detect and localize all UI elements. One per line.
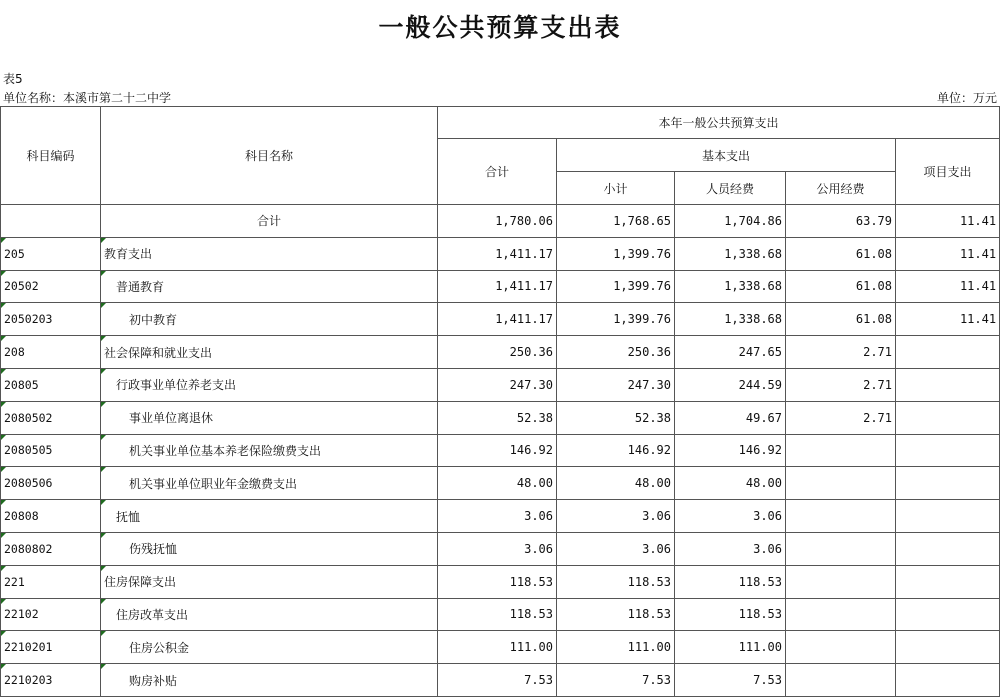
cell-marker-icon bbox=[1, 500, 6, 505]
cell-personnel: 146.92 bbox=[675, 434, 786, 467]
table-number: 表5 bbox=[3, 72, 23, 86]
cell-name bbox=[101, 631, 438, 664]
cell-marker-icon bbox=[1, 336, 6, 341]
cell-code bbox=[1, 664, 101, 697]
cell-code bbox=[1, 303, 101, 336]
cell-marker-icon bbox=[1, 533, 6, 538]
table-row bbox=[1, 598, 1000, 631]
cell-marker-icon bbox=[101, 435, 106, 440]
cell-project bbox=[896, 565, 1000, 598]
cell-name-text: 住房改革支出 bbox=[116, 607, 189, 622]
cell-name-text: 购房补贴 bbox=[129, 673, 178, 688]
cell-public: 61.08 bbox=[786, 303, 896, 336]
cell-code-text: 2080502 bbox=[4, 410, 53, 425]
header-basic: 基本支出 bbox=[557, 139, 896, 172]
cell-project bbox=[896, 467, 1000, 500]
cell-marker-icon bbox=[101, 271, 106, 276]
cell-personnel: 247.65 bbox=[675, 336, 786, 369]
table-row bbox=[1, 565, 1000, 598]
cell-project bbox=[896, 336, 1000, 369]
cell-name bbox=[101, 664, 438, 697]
cell-subtotal: 1,399.76 bbox=[557, 303, 675, 336]
table-row bbox=[1, 467, 1000, 500]
cell-total: 52.38 bbox=[438, 401, 557, 434]
cell-code bbox=[1, 500, 101, 533]
table-row bbox=[1, 532, 1000, 565]
header-group: 本年一般公共预算支出 bbox=[438, 107, 1000, 139]
cell-name bbox=[101, 401, 438, 434]
header-total: 合计 bbox=[438, 139, 557, 205]
cell-personnel: 1,338.68 bbox=[675, 270, 786, 303]
cell-marker-icon bbox=[101, 238, 106, 243]
cell-code-text: 2080506 bbox=[4, 476, 53, 491]
cell-name bbox=[101, 303, 438, 336]
cell-public bbox=[786, 598, 896, 631]
cell-marker-icon bbox=[1, 402, 6, 407]
cell-name-text: 机关事业单位职业年金缴费支出 bbox=[129, 476, 298, 491]
cell-total: 118.53 bbox=[438, 565, 557, 598]
header-code: 科目编码 bbox=[1, 107, 101, 205]
table-row bbox=[1, 205, 1000, 238]
cell-marker-icon bbox=[1, 303, 6, 308]
cell-personnel: 3.06 bbox=[675, 500, 786, 533]
cell-name: 合计 bbox=[101, 205, 438, 238]
table-row bbox=[1, 336, 1000, 369]
header-personnel: 人员经费 bbox=[675, 172, 786, 205]
cell-name bbox=[101, 270, 438, 303]
cell-project bbox=[896, 434, 1000, 467]
budget-table bbox=[0, 106, 1000, 697]
cell-code-text: 2210203 bbox=[4, 673, 53, 688]
header-subtotal: 小计 bbox=[557, 172, 675, 205]
cell-name-text: 住房保障支出 bbox=[104, 575, 177, 590]
cell-total: 48.00 bbox=[438, 467, 557, 500]
cell-code bbox=[1, 598, 101, 631]
header-name: 科目名称 bbox=[101, 107, 438, 205]
cell-project bbox=[896, 532, 1000, 565]
cell-subtotal: 111.00 bbox=[557, 631, 675, 664]
cell-marker-icon bbox=[1, 435, 6, 440]
cell-name bbox=[101, 237, 438, 270]
cell-marker-icon bbox=[1, 664, 6, 669]
unit-label: 单位：万元 bbox=[936, 91, 997, 105]
cell-public: 2.71 bbox=[786, 368, 896, 401]
cell-personnel: 244.59 bbox=[675, 368, 786, 401]
cell-marker-icon bbox=[101, 500, 106, 505]
table-row bbox=[1, 401, 1000, 434]
cell-project bbox=[896, 598, 1000, 631]
cell-personnel: 118.53 bbox=[675, 565, 786, 598]
cell-project bbox=[896, 500, 1000, 533]
cell-code-text: 205 bbox=[4, 246, 25, 261]
cell-marker-icon bbox=[101, 566, 106, 571]
cell-marker-icon bbox=[1, 566, 6, 571]
cell-total: 1,780.06 bbox=[438, 205, 557, 238]
cell-name-text: 教育支出 bbox=[104, 247, 153, 262]
cell-total: 247.30 bbox=[438, 368, 557, 401]
cell-personnel: 111.00 bbox=[675, 631, 786, 664]
cell-name-text: 住房公积金 bbox=[129, 640, 190, 655]
cell-code-text: 2080505 bbox=[4, 443, 53, 458]
cell-public: 2.71 bbox=[786, 336, 896, 369]
cell-code bbox=[1, 336, 101, 369]
cell-total: 3.06 bbox=[438, 532, 557, 565]
table-row bbox=[1, 434, 1000, 467]
cell-personnel: 48.00 bbox=[675, 467, 786, 500]
cell-name bbox=[101, 368, 438, 401]
cell-name-text: 社会保障和就业支出 bbox=[104, 345, 213, 360]
table-row bbox=[1, 237, 1000, 270]
cell-public bbox=[786, 631, 896, 664]
cell-marker-icon bbox=[101, 303, 106, 308]
cell-code bbox=[1, 368, 101, 401]
cell-name-text: 抚恤 bbox=[116, 509, 141, 524]
cell-public bbox=[786, 532, 896, 565]
unit-name: 单位名称：本溪市第二十二中学 bbox=[3, 91, 172, 105]
cell-name bbox=[101, 565, 438, 598]
cell-code bbox=[1, 205, 101, 238]
page-title: 一般公共预算支出表 bbox=[378, 13, 622, 42]
cell-subtotal: 146.92 bbox=[557, 434, 675, 467]
table-row bbox=[1, 631, 1000, 664]
cell-marker-icon bbox=[101, 664, 106, 669]
cell-subtotal: 1,399.76 bbox=[557, 270, 675, 303]
cell-code bbox=[1, 565, 101, 598]
cell-code-text: 2050203 bbox=[4, 312, 53, 327]
cell-project bbox=[896, 631, 1000, 664]
cell-public: 63.79 bbox=[786, 205, 896, 238]
cell-total: 118.53 bbox=[438, 598, 557, 631]
cell-personnel: 1,338.68 bbox=[675, 303, 786, 336]
cell-personnel: 118.53 bbox=[675, 598, 786, 631]
cell-subtotal: 52.38 bbox=[557, 401, 675, 434]
cell-code bbox=[1, 434, 101, 467]
cell-marker-icon bbox=[101, 533, 106, 538]
cell-subtotal: 247.30 bbox=[557, 368, 675, 401]
cell-total: 1,411.17 bbox=[438, 303, 557, 336]
cell-total: 146.92 bbox=[438, 434, 557, 467]
cell-name bbox=[101, 336, 438, 369]
cell-marker-icon bbox=[1, 271, 6, 276]
cell-public: 2.71 bbox=[786, 401, 896, 434]
cell-project: 11.41 bbox=[896, 270, 1000, 303]
cell-marker-icon bbox=[101, 369, 106, 374]
cell-code bbox=[1, 467, 101, 500]
cell-name bbox=[101, 467, 438, 500]
cell-marker-icon bbox=[1, 238, 6, 243]
cell-code-text: 20808 bbox=[4, 509, 39, 524]
cell-marker-icon bbox=[101, 402, 106, 407]
header-project: 项目支出 bbox=[896, 139, 1000, 205]
cell-public bbox=[786, 500, 896, 533]
cell-code bbox=[1, 532, 101, 565]
cell-marker-icon bbox=[101, 336, 106, 341]
cell-public bbox=[786, 434, 896, 467]
cell-project bbox=[896, 664, 1000, 697]
cell-marker-icon bbox=[101, 467, 106, 472]
cell-total: 1,411.17 bbox=[438, 237, 557, 270]
cell-name-text: 行政事业单位养老支出 bbox=[116, 378, 237, 393]
header-public: 公用经费 bbox=[786, 172, 896, 205]
cell-code-text: 221 bbox=[4, 574, 25, 589]
cell-subtotal: 7.53 bbox=[557, 664, 675, 697]
cell-marker-icon bbox=[101, 599, 106, 604]
cell-project: 11.41 bbox=[896, 303, 1000, 336]
cell-code-text: 2210201 bbox=[4, 640, 53, 655]
cell-project bbox=[896, 368, 1000, 401]
cell-name-text: 初中教育 bbox=[129, 312, 178, 327]
cell-code bbox=[1, 631, 101, 664]
cell-marker-icon bbox=[1, 467, 6, 472]
cell-name-text: 事业单位离退休 bbox=[129, 411, 214, 426]
cell-marker-icon bbox=[1, 631, 6, 636]
cell-project: 11.41 bbox=[896, 237, 1000, 270]
table-row bbox=[1, 500, 1000, 533]
cell-code bbox=[1, 401, 101, 434]
cell-name-text: 普通教育 bbox=[116, 279, 165, 294]
cell-code-text: 22102 bbox=[4, 607, 39, 622]
cell-name bbox=[101, 598, 438, 631]
table-row bbox=[1, 303, 1000, 336]
cell-personnel: 3.06 bbox=[675, 532, 786, 565]
cell-public: 61.08 bbox=[786, 237, 896, 270]
cell-subtotal: 118.53 bbox=[557, 598, 675, 631]
cell-subtotal: 1,768.65 bbox=[557, 205, 675, 238]
cell-personnel: 7.53 bbox=[675, 664, 786, 697]
cell-total: 3.06 bbox=[438, 500, 557, 533]
table-row bbox=[1, 368, 1000, 401]
cell-subtotal: 118.53 bbox=[557, 565, 675, 598]
cell-marker-icon bbox=[1, 369, 6, 374]
table-row bbox=[1, 664, 1000, 697]
cell-personnel: 1,704.86 bbox=[675, 205, 786, 238]
cell-marker-icon bbox=[101, 631, 106, 636]
cell-code-text: 20502 bbox=[4, 279, 39, 294]
cell-subtotal: 3.06 bbox=[557, 532, 675, 565]
cell-code bbox=[1, 237, 101, 270]
cell-total: 250.36 bbox=[438, 336, 557, 369]
cell-name bbox=[101, 532, 438, 565]
cell-code-text: 20805 bbox=[4, 377, 39, 392]
cell-code bbox=[1, 270, 101, 303]
cell-public bbox=[786, 565, 896, 598]
cell-name bbox=[101, 434, 438, 467]
table-row bbox=[1, 270, 1000, 303]
cell-total: 111.00 bbox=[438, 631, 557, 664]
cell-subtotal: 250.36 bbox=[557, 336, 675, 369]
cell-project bbox=[896, 401, 1000, 434]
cell-public bbox=[786, 467, 896, 500]
cell-total: 1,411.17 bbox=[438, 270, 557, 303]
cell-subtotal: 48.00 bbox=[557, 467, 675, 500]
cell-name-text: 机关事业单位基本养老保险缴费支出 bbox=[129, 443, 322, 458]
cell-code-text: 208 bbox=[4, 345, 25, 360]
cell-personnel: 1,338.68 bbox=[675, 237, 786, 270]
cell-personnel: 49.67 bbox=[675, 401, 786, 434]
cell-public bbox=[786, 664, 896, 697]
cell-name-text: 伤残抚恤 bbox=[129, 542, 178, 557]
cell-total: 7.53 bbox=[438, 664, 557, 697]
cell-public: 61.08 bbox=[786, 270, 896, 303]
cell-marker-icon bbox=[1, 599, 6, 604]
cell-project: 11.41 bbox=[896, 205, 1000, 238]
cell-subtotal: 1,399.76 bbox=[557, 237, 675, 270]
cell-name bbox=[101, 500, 438, 533]
cell-code-text: 2080802 bbox=[4, 541, 53, 556]
cell-subtotal: 3.06 bbox=[557, 500, 675, 533]
